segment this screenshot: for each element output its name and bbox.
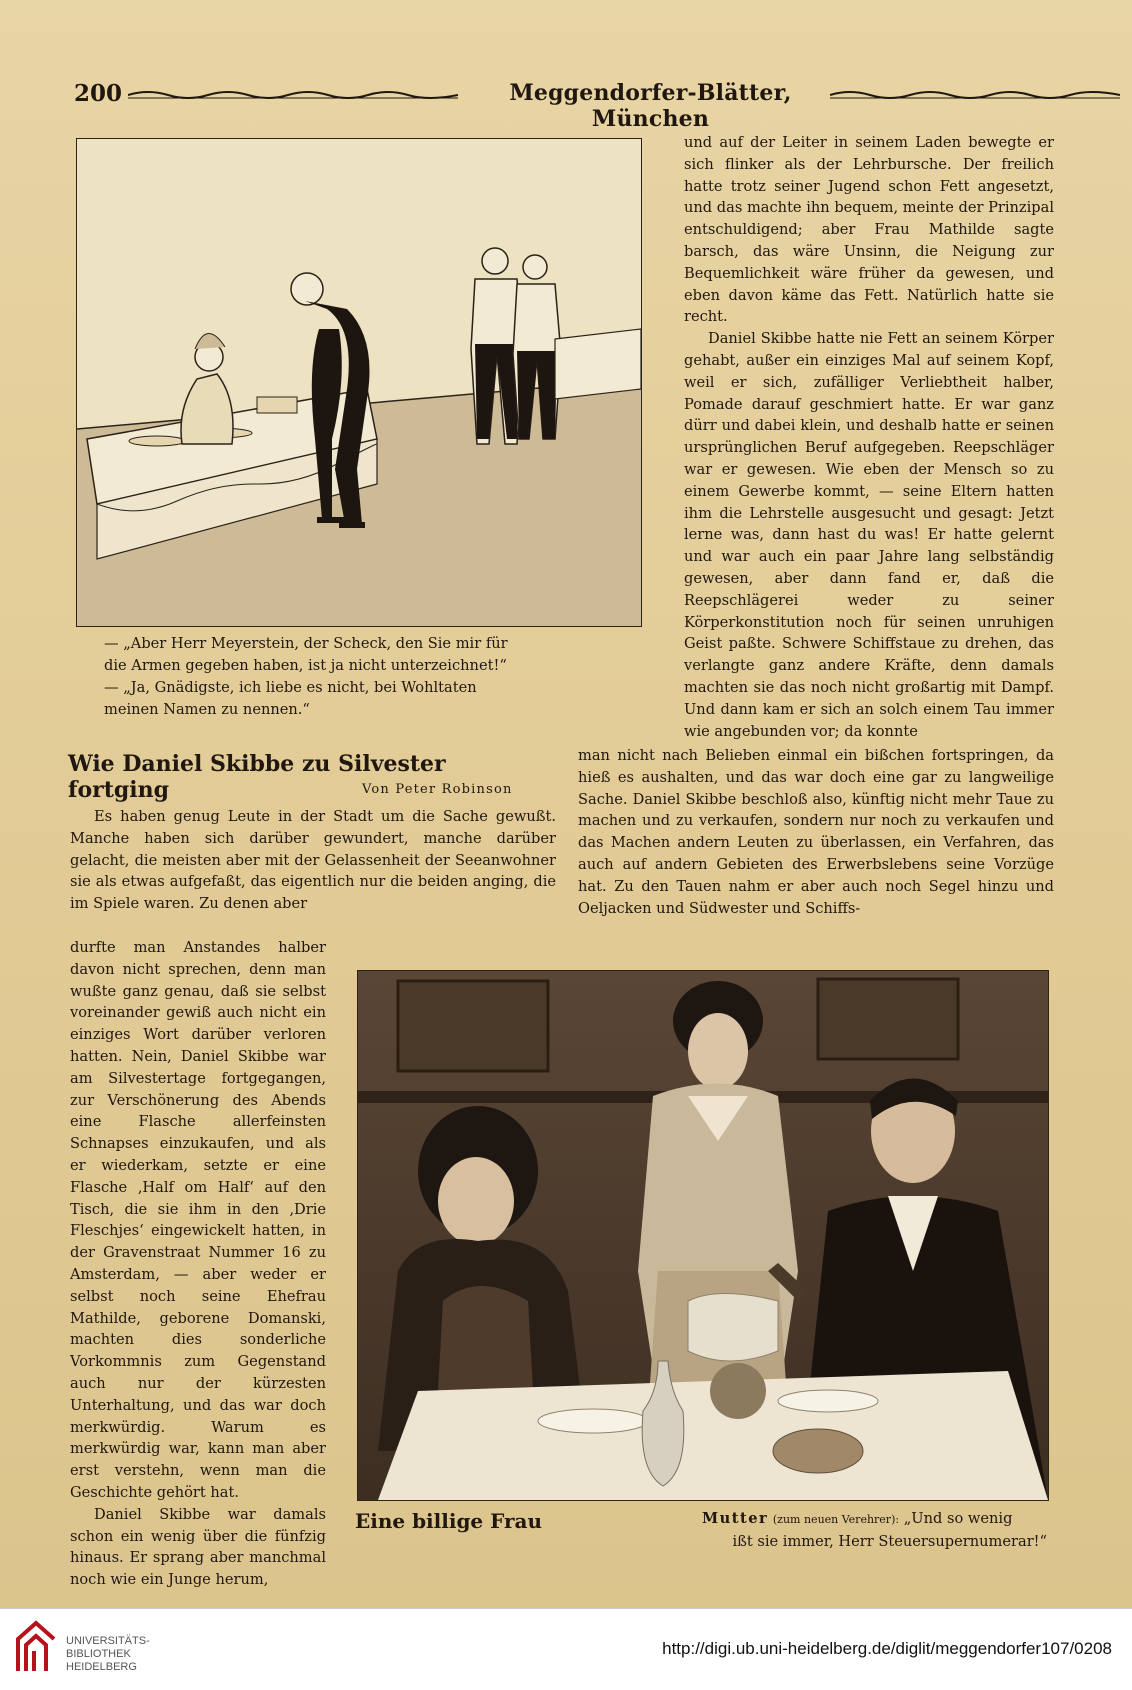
painting-image: [358, 971, 1048, 1500]
article-wide-continuation: [578, 745, 1054, 919]
article-left-column-narrow: [70, 937, 326, 1591]
magazine-title: Meggendorfer-Blätter, München: [509, 80, 792, 132]
caption-quote-start: „Und so wenig: [903, 1510, 1013, 1527]
painting-caption-line-2: ißt sie immer, Herr Steuersupernumerar!“: [732, 1533, 1047, 1550]
painting-caption-line-1: [702, 1508, 1047, 1531]
ub-heidelberg-logo-icon[interactable]: [12, 1619, 60, 1679]
library-name-line: BIBLIOTHEK: [66, 1648, 131, 1660]
article-byline: Von Peter Robinson: [362, 782, 513, 797]
article-title: Wie Daniel Skibbe zu Silvester fortging: [68, 751, 446, 803]
article-paragraph: man nicht nach Belieben einmal ein bißchen fortspringen, da hieß es aushalten, und das war doch eine gar zu langweilige Sache. Daniel Skibbe beschloß also, künftig nicht mehr Taue zu machen und zu verkaufen, sondern nur noch zu verkaufen und das Machen andern Leuten zu überlassen, ein Verfahren, das auch auf andern Gebieten des Erwerbslebens seine Vorzüge hat. Zu den Tauen nahm er aber auch noch Segel hinzu und Oeljacken und Südwester und Schiffs-: [578, 747, 1054, 917]
header-ornament-right-icon: [830, 89, 1120, 101]
cartoon-drawing: [77, 139, 641, 626]
article-paragraph: und auf der Leiter in seinem Laden bewegte er sich flinker als der Lehrbursche. Der freilich hatte trotz seiner Jugend schon Fett angesetzt, und das machte ihn bequem, meinte der Prinzipal entschuldigend; aber Frau Mathilde sagte barsch, das wäre Unsinn, die Neigung zur Bequemlichkeit wäre früher da gewesen, und eben davon käme das Fett. Natürlich hatte sie recht.: [684, 134, 1054, 326]
painting-title: Eine billige Frau: [355, 1509, 543, 1533]
library-name-line: UNIVERSITÄTS-: [66, 1635, 150, 1647]
article-paragraph: Daniel Skibbe war damals schon ein wenig über die fünfzig hinaus. Er sprang aber manchmal noch wie ein Junge herum,: [70, 1505, 326, 1589]
footer-bar: [0, 1608, 1132, 1690]
painting-illustration: [357, 970, 1049, 1501]
article-right-column: [684, 132, 1054, 742]
page-number: 200: [74, 80, 123, 107]
article-paragraph: durfte man Anstandes halber davon nicht sprechen, denn man wußte ganz genau, daß sie selbst voreinander gewiß auch nicht ein einziges Wort darüber verloren hatten. Nein, Daniel Skibbe war am Silvestertage fortgegangen, zur Verschönerung des Abends eine Flasche allerfeinsten Schnapses einzukaufen, und als er wiederkam, setzte er eine Flasche ‚Half om Half‘ auf den Tisch, die sie ihm in den ‚Drie Fleschjes‘ eingewickelt hatten, in der Gravenstraat Nummer 16 zu Amsterdam, — aber weder er selbst noch seine Ehefrau Mathilde, geborene Domanski, machten dies sonderliche Vorkommnis zum Gegenstand auch nur der kürzesten Unterhaltung, und das war doch merkwürdig. Warum es merkwürdig war, kann man aber erst verstehn, wenn man die Geschichte gehört hat.: [70, 939, 326, 1501]
article-paragraph: Es haben genug Leute in der Stadt um die Sache gewußt. Manche haben sich darüber gewundert, manche darüber gelacht, die meisten aber mit der Gelassenheit der Seeanwohner sie als etwas aufgefaßt, das eigentlich nur die beiden anging, die im Spiele waren. Zu denen aber: [70, 808, 556, 913]
article-paragraph: Daniel Skibbe hatte nie Fett an seinem Körper gehabt, außer ein einziges Mal auf seinem Kopf, weil er sich, zufälliger Verliebtheit halber, Pomade darauf geschmiert hatte. Er war ganz dürr und dabei klein, und deshalb hatte er seinen ursprünglichen Beruf aufgegeben. Reepschläger war er gewesen. Wie eben der Mensch so zu einem Gewerbe kommt, — seine Eltern hatten ihm die Lehrstelle ausgesucht und gesagt: Jetzt lerne was, dann hast du was! Er hatte gelernt und war auch ein paar Jahre lang selbständig gewesen, aber dann fand er, daß die Reepschlägerei weder zu seiner Körperkonstitution noch für seinen unruhigen Geist paßte. Schwere Schiffstaue zu drehen, das verlangte ganz andere Kräfte, denn damals machten sie das noch nicht großartig mit Dampf. Und dann kam er sich an solch einem Tau immer wie angebunden vor; da konnte: [684, 330, 1054, 740]
cartoon-illustration: [76, 138, 642, 627]
caption-stage-direction: (zum neuen Verehrer):: [772, 1513, 900, 1526]
library-name: [66, 1635, 150, 1674]
header-ornament-left-icon: [128, 89, 458, 101]
cartoon-caption: [104, 633, 582, 721]
cartoon-caption-line: meinen Namen zu nennen.“: [104, 701, 310, 718]
cartoon-caption-line: — „Aber Herr Meyerstein, der Scheck, den Sie mir für: [104, 635, 508, 652]
cartoon-caption-line: — „Ja, Gnädigste, ich liebe es nicht, bei Wohltaten: [104, 679, 477, 696]
source-url-link[interactable]: http://digi.ub.uni-heidelberg.de/diglit/meggendorfer107/0208: [662, 1639, 1112, 1658]
caption-speaker: Mutter: [702, 1510, 769, 1527]
page-header: [70, 78, 1055, 132]
article-left-column-top: [70, 806, 556, 915]
cartoon-caption-line: die Armen gegeben haben, ist ja nicht unterzeichnet!“: [104, 657, 507, 674]
library-name-line: HEIDELBERG: [66, 1661, 137, 1673]
painting-caption: [702, 1508, 1047, 1553]
